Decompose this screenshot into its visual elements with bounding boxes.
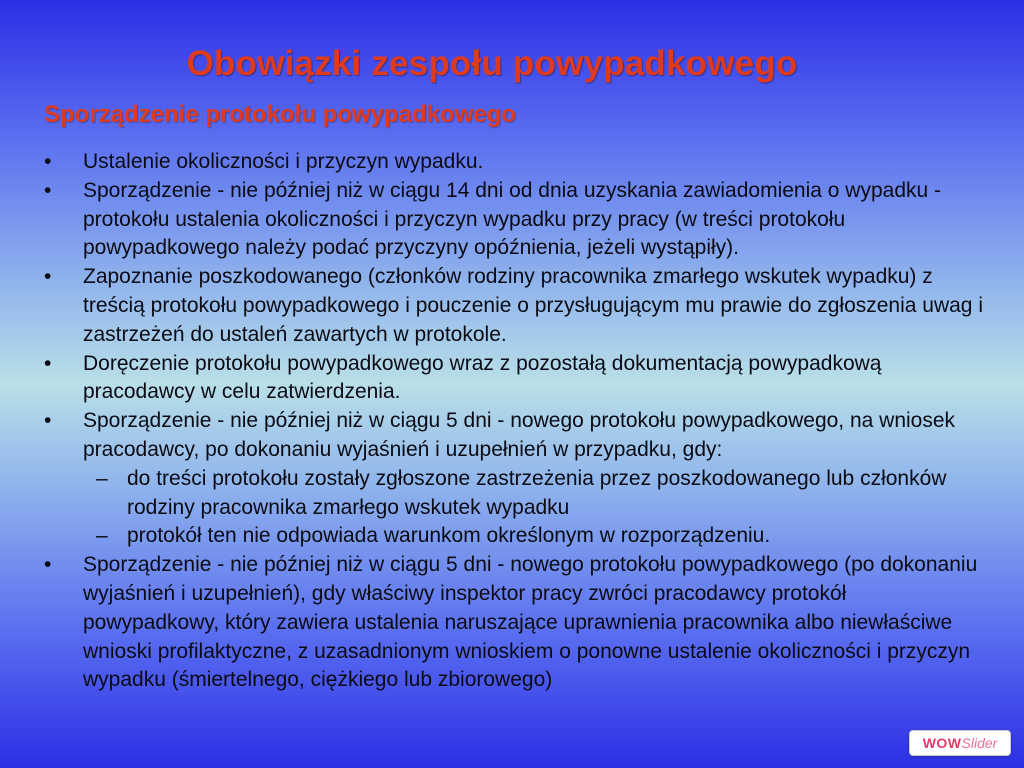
bullet-text: Sporządzenie - nie później niż w ciągu 5 dni - nowego protokołu powypadkowego, na wniosek pracodawcy, po dokonaniu wyjaśnień i uzupełnień w przypadku, gdy: <box>83 409 956 461</box>
bullet-icon: • <box>44 265 52 289</box>
watermark-wow: WOW <box>922 735 962 751</box>
bullet-item <box>44 551 984 695</box>
bullet-text: Ustalenie okoliczności i przyczyn wypadku. <box>83 150 484 173</box>
dash-icon: – <box>96 524 108 548</box>
bullet-item <box>44 350 984 408</box>
bullet-icon: • <box>44 553 52 577</box>
wowslider-watermark[interactable] <box>909 730 1011 756</box>
sub-bullet-item <box>83 522 984 551</box>
bullet-text: Zapoznanie poszkodowanego (członków rodziny pracownika zmarłego wskutek wypadku) z treścią protokołu powypadkowego i pouczenie o przysługującym mu prawie do zgłoszenia uwag i zastrzeżeń do ustaleń zawartych w protokole. <box>83 265 983 346</box>
bullet-icon: • <box>44 409 52 433</box>
slide-content <box>44 148 984 695</box>
bullet-list <box>44 148 984 695</box>
bullet-text: Doręczenie protokołu powypadkowego wraz z pozostałą dokumentacją powypadkową pracodawcy w celu zatwierdzenia. <box>83 351 882 404</box>
bullet-icon: • <box>44 178 52 202</box>
sub-bullet-text: do treści protokołu zostały zgłoszone zastrzeżenia przez poszkodowanego lub członków rodziny pracownika zmarłego wskutek wypadku <box>127 466 947 519</box>
sub-bullet-item <box>83 465 984 523</box>
bullet-text: Sporządzenie - nie później niż w ciągu 5 dni - nowego protokołu powypadkowego (po dokonaniu wyjaśnień i uzupełnień), gdy właściwy inspektor pracy zwróci pracodawcy protokół powypadkowy, który zawiera ustalenia naruszające uprawnienia pracownika albo niewłaściwe wnioski profilaktyczne, z uzasadnionym wnioskiem o ponowne ustalenie okoliczności i przyczyn wypadku (śmiertelnego, ciężkiego lub zbiorowego) <box>83 553 978 692</box>
dash-icon: – <box>96 466 108 490</box>
bullet-item <box>44 148 984 177</box>
bullet-icon: • <box>44 150 52 173</box>
bullet-text: Sporządzenie - nie później niż w ciągu 14 dni od dnia uzyskania zawiadomienia o wypadku - protokołu ustalenia okoliczności i przyczyn wypadku przy pracy (w treści protokołu powypadkowego należy podać przyczyny opóźnienia, jeżeli wystąpiły). <box>83 178 942 260</box>
bullet-item <box>44 177 984 263</box>
bullet-icon: • <box>44 351 52 375</box>
bullet-item <box>44 407 984 551</box>
slide-title: Obowiązki zespołu powypadkowego <box>186 44 798 83</box>
slide-subtitle: Sporządzenie protokołu powypadkowego <box>44 101 517 128</box>
watermark-slider: Slider <box>961 735 998 751</box>
sub-bullet-text: protokół ten nie odpowiada warunkom określonym w rozporządzeniu. <box>127 524 771 548</box>
bullet-item <box>44 263 984 349</box>
sub-bullet-list <box>83 465 984 551</box>
